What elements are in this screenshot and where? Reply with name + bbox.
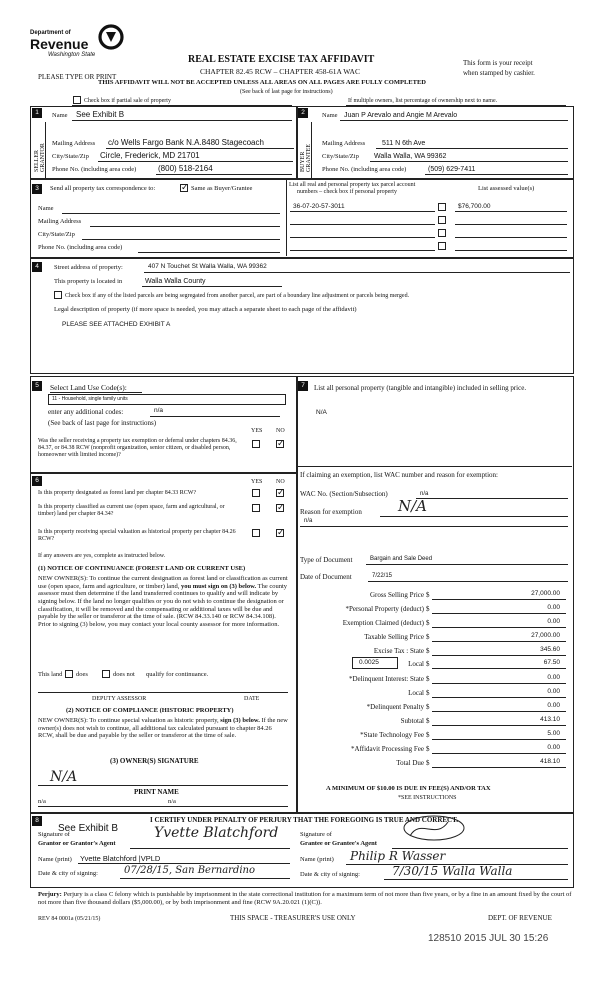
tax-value-interest-local: 0.00: [547, 688, 560, 695]
tax-value-personal: 0.00: [547, 604, 560, 611]
corr-name-label: Name: [38, 205, 54, 212]
property-section: [30, 258, 574, 374]
tax-value-interest-state: 0.00: [547, 674, 560, 681]
additional-codes: n/a: [154, 407, 164, 414]
grantor-name: Yvette Blatchford |VPLD: [80, 854, 161, 863]
forest-q3-no-checkbox[interactable]: ✓: [277, 528, 285, 538]
personal-property-label: List all personal property (tangible and intangible) included in selling price.: [314, 384, 527, 392]
land-qualify-label: qualify for continuance.: [146, 671, 209, 678]
land-use-yes: YES: [251, 428, 263, 434]
parcel-header-2: numbers – check box if personal property: [297, 189, 397, 195]
tax-label-exemption: Exemption Claimed (deduct): [342, 619, 424, 627]
tax-value-total: 418.10: [540, 758, 560, 765]
section-6-badge: 6: [32, 476, 42, 486]
forest-q3-yes-checkbox[interactable]: [252, 529, 260, 537]
exemption-question: Was the seller receiving a property tax exemption or deferral under chapters 84.36, 84.37, or 84.38 RCW (nonprofit organization, senior citizen, or disabled person, homeowner with limited income)?: [38, 438, 237, 459]
segregated-checkbox[interactable]: [54, 291, 62, 299]
forest-q1-yes-checkbox[interactable]: [252, 489, 260, 497]
section-2-badge: 2: [298, 108, 308, 118]
grantee-date: 7/30/15 Walla Walla: [392, 864, 513, 878]
print-name-na-1: n/a: [38, 798, 46, 805]
parcel-personal-checkbox-3[interactable]: [438, 229, 446, 237]
tax-label-subtotal: Subtotal: [400, 717, 424, 725]
land-use-code: 11 - Household, single family units: [52, 396, 128, 402]
perjury-note: Perjury: Perjury is a class C felony which is punishable by imprisonment in the state correctional institution for a maximum term of not more than five years, or by a fine in an amount fixed by the court of not more than five thousand dollars ($5,000.00), or by both imprisonment and fine (RCW 9A.20.021 (1)(C)).: [38, 891, 572, 906]
seller-name-label: Name: [52, 112, 68, 119]
tax-label-interest-local: Local: [408, 689, 424, 697]
tax-dollar: $: [426, 660, 430, 668]
exemption-yes-checkbox[interactable]: [252, 440, 260, 448]
instructions-note: (See back of last page for instructions): [240, 89, 333, 95]
street-label: Street address of property:: [54, 264, 123, 271]
legal-label: Legal description of property (if more space is needed, you may attach a separate sheet to each page of the affidavit): [54, 306, 357, 313]
doc-type-label: Type of Document: [300, 556, 353, 564]
buyer-side-label: BUYER GRANTEE: [300, 144, 312, 172]
grantee-name: Philip R Wasser: [350, 849, 446, 863]
land-does-not-label: does not: [113, 671, 135, 678]
multiple-owners-note: If multiple owners, list percentage of ownership next to name.: [348, 98, 498, 104]
tax-dollar: $: [426, 689, 430, 697]
seller-city: Circle, Frederick, MD 21701: [100, 151, 200, 160]
tax-value-excise-state: 345.60: [540, 646, 560, 653]
tax-dollar: $: [426, 633, 430, 641]
tax-label-penalty: *Delinquent Penalty: [366, 703, 424, 711]
seller-mailing: c/o Wells Fargo Bank N.A.8480 Stagecoach: [108, 138, 264, 147]
grantor-name-label: Name (print): [38, 856, 72, 863]
tax-dollar: $: [426, 619, 430, 627]
forest-q1-no-checkbox[interactable]: ✓: [277, 488, 285, 498]
forest-no: NO: [276, 479, 285, 485]
located-label: This property is located in: [54, 278, 123, 285]
same-as-buyer-label: Same as Buyer/Grantee: [191, 185, 253, 192]
buyer-name: Juan P Arevalo and Angie M Arevalo: [344, 112, 458, 119]
treasurer-use: THIS SPACE - TREASURER'S USE ONLY: [230, 914, 356, 922]
tax-dollar: $: [426, 717, 430, 725]
legal-description: PLEASE SEE ATTACHED EXHIBIT A: [62, 321, 171, 328]
buyer-name-label: Name: [322, 112, 338, 119]
deputy-assessor-label: DEPUTY ASSESSOR: [92, 696, 147, 702]
buyer-phone-label: Phone No. (including area code): [322, 166, 407, 173]
forest-q2: Is this property classified as current use (open space, farm and agricultural, or timber) land per chapter 84.34?: [38, 504, 225, 518]
section-4-badge: 4: [32, 262, 42, 272]
deputy-date-label: DATE: [244, 696, 260, 702]
corr-city-label: City/State/Zip: [38, 231, 75, 238]
section-7-badge: 7: [298, 381, 308, 391]
certify-text: I CERTIFY UNDER PENALTY OF PERJURY THAT THE FOREGOING IS TRUE AND CORRECT.: [150, 816, 459, 824]
land-does-label: does: [76, 671, 88, 678]
parcel-number: 36-07-20-57-3011: [293, 203, 345, 210]
parcel-personal-checkbox-4[interactable]: [438, 242, 446, 250]
grantee-date-label: Date & city of signing:: [300, 871, 360, 878]
segregated-label: Check box if any of the listed parcels are being segregated from another parcel, are part of a boundary line adjustment or parcels being merged.: [65, 293, 410, 299]
doc-date-label: Date of Document: [300, 573, 352, 581]
parcel-personal-checkbox-1[interactable]: [438, 203, 446, 211]
partial-sale-checkbox[interactable]: [73, 96, 81, 104]
buyer-phone: (509) 629-7411: [428, 166, 476, 173]
land-does-not-checkbox[interactable]: [102, 670, 110, 678]
tax-label-total: Total Due: [396, 759, 424, 767]
tax-label-tech-fee: *State Technology Fee: [360, 731, 424, 739]
logo-line-1: Department of: [30, 30, 71, 36]
wac-label: WAC No. (Section/Subsection): [300, 490, 388, 498]
owner-signature: N/A: [50, 769, 78, 785]
corr-mailing-label: Mailing Address: [38, 218, 82, 225]
seller-name: See Exhibit B: [76, 110, 125, 119]
form-id: REV 84 0001a (05/21/15): [38, 916, 101, 922]
assessed-header: List assessed value(s): [478, 185, 535, 192]
tax-dollar: $: [426, 745, 430, 753]
assessed-value: $76,700.00: [458, 203, 491, 210]
exemption-no-checkbox[interactable]: ✓: [277, 439, 285, 449]
tax-dollar: $: [426, 731, 430, 739]
print-name-na-2: n/a: [168, 798, 176, 805]
seller-city-label: City/State/Zip: [52, 153, 89, 160]
dept-revenue: DEPT. OF REVENUE: [488, 914, 552, 922]
if-yes-note: If any answers are yes, complete as instructed below.: [38, 553, 166, 559]
send-correspondence-label: Send all property tax correspondence to:: [50, 185, 156, 192]
notice1-body: NEW OWNER(S): To continue the current designation as forest land or classification as current use (open space, farm and agriculture, or timber) land, you must sign on (3) below. The county assessor must then determine if the land transferred continues to qualify and will indicate by signing below. If the land no longer qualifies or you do not wish to continue the designation or classification, it will be removed and the compensating or additional taxes will be due and payable by the seller or transferor at the time of sale. (RCW 84.33.140 or RCW 84.34.108). Prior to signing (3) below, you may contact your local county assessor for more information.: [38, 575, 288, 628]
tax-dollar: $: [426, 675, 430, 683]
local-rate-box: [352, 657, 398, 669]
grantor-date: 07/28/15, San Bernardino: [124, 865, 255, 876]
reason-value: n/a: [304, 518, 313, 524]
grantor-date-label: Date & city of signing:: [38, 870, 98, 877]
tax-dollar: $: [426, 605, 430, 613]
forest-q2-yes-checkbox[interactable]: [252, 504, 260, 512]
tax-label-personal: *Personal Property (deduct): [345, 605, 424, 613]
section-5-badge: 5: [32, 381, 42, 391]
reason-label: Reason for exemption: [300, 508, 362, 516]
grantee-sig-label-1: Signature of: [300, 831, 332, 838]
land-label: This land: [38, 671, 63, 678]
land-use-label: Select Land Use Code(s):: [50, 383, 127, 392]
land-does-checkbox[interactable]: [65, 670, 73, 678]
notice1-title: (1) NOTICE OF CONTINUANCE (FOREST LAND OR CURRENT USE): [38, 565, 246, 572]
tax-value-local: 67.50: [543, 659, 560, 666]
notice2-title: (2) NOTICE OF COMPLIANCE (HISTORIC PROPERTY): [66, 707, 234, 714]
doc-type: Bargain and Sale Deed: [370, 556, 433, 562]
tax-label-local: Local: [408, 660, 424, 668]
doc-date: 7/22/15: [372, 573, 393, 579]
tax-dollar: $: [426, 759, 430, 767]
print-name-label: PRINT NAME: [134, 788, 179, 796]
property-county: Walla Walla County: [145, 278, 206, 285]
grantee-sig-label-2: Grantee or Grantee's Agent: [300, 840, 377, 847]
tax-value-exemption: 0.00: [547, 618, 560, 625]
personal-property-value: N/A: [316, 409, 327, 416]
grantor-exhibit: See Exhibit B: [58, 823, 119, 834]
form-warning: THIS AFFIDAVIT WILL NOT BE ACCEPTED UNLESS ALL AREAS ON ALL PAGES ARE FULLY COMPLETED: [98, 79, 426, 86]
buyer-mailing-label: Mailing Address: [322, 140, 366, 147]
wac-value: n/a: [420, 491, 429, 497]
print-note: PLEASE TYPE OR PRINT: [38, 73, 117, 81]
tax-value-penalty: 0.00: [547, 702, 560, 709]
see-instructions: *SEE INSTRUCTIONS: [398, 795, 457, 801]
seller-side-label: SELLER GRANTOR: [34, 143, 46, 172]
logo-emblem-icon: [98, 24, 124, 50]
forest-q3: Is this property receiving special valuation as historical property per chapter 84.26 RCW?: [38, 529, 236, 543]
tax-dollar: $: [426, 703, 430, 711]
tax-value-taxable: 27,000.00: [531, 632, 560, 639]
logo-line-2: Revenue: [30, 36, 89, 52]
forest-yes: YES: [251, 479, 263, 485]
tax-label-gross: Gross Selling Price: [369, 591, 424, 599]
receipt-note-1: This form is your receipt: [463, 59, 533, 67]
minimum-note: A MINIMUM OF $10.00 IS DUE IN FEE(S) AND/OR TAX: [326, 785, 491, 792]
section-3-badge: 3: [32, 184, 42, 194]
property-street: 407 N Touchet St Walla Walla, WA 99362: [148, 263, 267, 270]
cashier-stamp: 128510 2015 JUL 30 15:26: [428, 933, 549, 944]
forest-q2-no-checkbox[interactable]: ✓: [277, 503, 285, 513]
reason-handwritten: N/A: [398, 497, 428, 515]
partial-sale-label: Check box if partial sale of property: [84, 98, 171, 104]
local-rate: 0.0025: [359, 659, 379, 666]
section-1-badge: 1: [32, 108, 42, 118]
tax-value-subtotal: 413.10: [540, 716, 560, 723]
tax-label-taxable: Taxable Selling Price: [364, 633, 424, 641]
forest-q1: Is this property designated as forest land per chapter 84.33 RCW?: [38, 490, 197, 496]
same-as-buyer-checkbox[interactable]: ✓: [181, 183, 189, 193]
land-use-select[interactable]: [48, 394, 286, 405]
tax-value-processing-fee: 0.00: [547, 744, 560, 751]
notice2-body: NEW OWNER(S): To continue special valuation as historic property, sign (3) below. If the new owner(s) does not wish to continue, all additional tax calculated pursuant to chapter 84.26 RCW, shall be due and payable by the seller or transferor at the time of sale.: [38, 717, 288, 740]
tax-value-tech-fee: 5.00: [547, 730, 560, 737]
tax-value-gross: 27,000.00: [531, 590, 560, 597]
exemption-claim-label: If claiming an exemption, list WAC number and reason for exemption:: [300, 471, 498, 479]
tax-label-processing-fee: *Affidavit Processing Fee: [351, 745, 424, 753]
tax-dollar: $: [426, 591, 430, 599]
grantor-sig-label-2: Grantor or Grantor's Agent: [38, 840, 116, 847]
buyer-mailing: 511 N 6th Ave: [382, 140, 426, 147]
seller-phone: (800) 518-2164: [158, 164, 213, 173]
tax-label-interest-state: *Delinquent Interest: State: [348, 675, 424, 683]
revenue-logo: [22, 24, 132, 64]
buyer-city-label: City/State/Zip: [322, 153, 359, 160]
grantee-name-label: Name (print): [300, 856, 334, 863]
additional-codes-label: enter any additional codes:: [48, 408, 124, 416]
owner-sig-title: (3) OWNER(S) SIGNATURE: [110, 757, 199, 765]
seller-mailing-label: Mailing Address: [52, 140, 96, 147]
tax-label-excise-state: Excise Tax : State: [373, 647, 424, 655]
buyer-city: Walla Walla, WA 99362: [374, 153, 447, 160]
grantor-signature: Yvette Blatchford: [154, 825, 279, 841]
land-use-no: NO: [276, 428, 285, 434]
receipt-note-2: when stamped by cashier.: [463, 69, 535, 77]
tax-dollar: $: [426, 647, 430, 655]
land-use-see-back: (See back of last page for instructions): [48, 419, 157, 427]
seller-phone-label: Phone No. (including area code): [52, 166, 137, 173]
grantor-sig-label-1: Signature of: [38, 831, 70, 838]
logo-line-3: Washington State: [48, 52, 96, 58]
form-chapters: CHAPTER 82.45 RCW – CHAPTER 458-61A WAC: [200, 67, 360, 76]
parcel-personal-checkbox-2[interactable]: [438, 216, 446, 224]
section-8-badge: 8: [32, 816, 42, 826]
parcel-header-1: List all real and personal property tax parcel account: [289, 182, 416, 188]
corr-phone-label: Phone No. (including area code): [38, 244, 123, 251]
form-title: REAL ESTATE EXCISE TAX AFFIDAVIT: [188, 54, 375, 65]
grantee-signature-icon: [392, 814, 472, 846]
